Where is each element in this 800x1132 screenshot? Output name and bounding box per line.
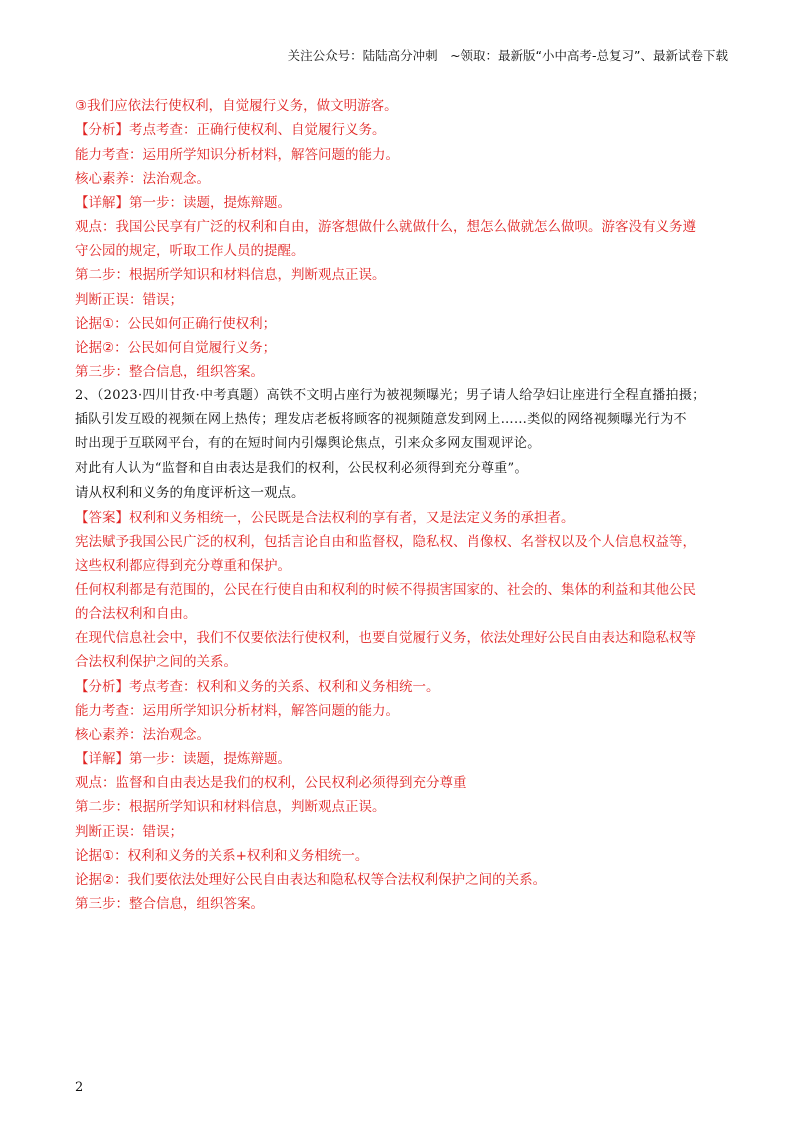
- line: 核心素养：法治观念。: [75, 171, 210, 187]
- line: 论据②：公民如何自觉履行义务；: [75, 340, 277, 356]
- line: 判断正误：错误；: [75, 824, 183, 840]
- line: 第二步：根据所学知识和材料信息，判断观点正误。: [75, 799, 386, 815]
- question-stem-line: 时出现于互联网平台，有的在短时间内引爆舆论焦点，引来众多网友围观评论。: [75, 436, 541, 451]
- line: 观点：我国公民享有广泛的权利和自由，游客想做什么就做什么，想怎么做就怎么做呗。游客没有义务遵: [75, 219, 696, 235]
- line: 第三步：整合信息，组织答案。: [75, 896, 264, 912]
- answer-line: 【答案】权利和义务相统一，公民既是合法权利的享有者，又是法定义务的承担者。: [75, 510, 575, 526]
- line: 守公园的规定，听取工作人员的提醒。: [75, 243, 305, 259]
- question-prompt: 请从权利和义务的角度评析这一观点。: [75, 485, 305, 501]
- line: 【分析】考点考查：权利和义务的关系、权利和义务相统一。: [75, 679, 440, 695]
- answer-line: 在现代信息社会中，我们不仅要依法行使权利，也要自觉履行义务，依法处理好公民自由表达和隐私权等: [75, 630, 696, 646]
- line: 判断正误：错误；: [75, 292, 183, 308]
- answer-line: 宪法赋予我国公民广泛的权利，包括言论自由和监督权，隐私权、肖像权、名誉权以及个人信息权益等，: [75, 534, 696, 550]
- line: 论据①：公民如何正确行使权利；: [75, 316, 277, 332]
- line: 【详解】第一步：读题，提炼辩题。: [75, 751, 291, 767]
- answer-line: 合法权利保护之间的关系。: [75, 654, 237, 670]
- line: 第三步：整合信息，组织答案。: [75, 364, 264, 380]
- line: 观点：监督和自由表达是我们的权利，公民权利必须得到充分尊重: [75, 775, 467, 791]
- answer-line: 这些权利都应得到充分尊重和保护。: [75, 558, 291, 574]
- page-number: 2: [75, 1080, 84, 1095]
- line: 能力考查：运用所学知识分析材料，解答问题的能力。: [75, 703, 399, 719]
- line: 核心素养：法治观念。: [75, 727, 210, 743]
- answer-line: 任何权利都是有范围的，公民在行使自由和权利的时候不得损害国家的、社会的、集体的利益和其他公民: [75, 582, 696, 598]
- question-stem-line: 2、（2023·四川甘孜·中考真题）高铁不文明占座行为被视频曝光；男子请人给孕妇让座进行全程直播拍摄；: [75, 388, 706, 403]
- answer-line: 的合法权利和自由。: [75, 606, 197, 622]
- line: 第二步：根据所学知识和材料信息，判断观点正误。: [75, 267, 386, 283]
- line: 论据①：权利和义务的关系+权利和义务相统一。: [75, 848, 369, 864]
- question-stem-line: 对此有人认为“监督和自由表达是我们的权利，公民权利必须得到充分尊重”。: [75, 461, 528, 476]
- page-header: 关注公众号：陆陆高分冲刺 ~领取：最新版“小中高考-总复习”、最新试卷下载: [287, 48, 728, 63]
- line: 【详解】第一步：读题，提炼辩题。: [75, 195, 291, 211]
- question-stem-line: 插队引发互殴的视频在网上热传；理发店老板将顾客的视频随意发到网上……类似的网络视频曝光行为不: [75, 412, 687, 427]
- line: 论据②：我们要依法处理好公民自由表达和隐私权等合法权利保护之间的关系。: [75, 872, 547, 888]
- line: ③我们应依法行使权利，自觉履行义务，做文明游客。: [75, 98, 398, 114]
- line: 【分析】考点考查：正确行使权利、自觉履行义务。: [75, 122, 386, 138]
- line: 能力考查：运用所学知识分析材料，解答问题的能力。: [75, 147, 399, 163]
